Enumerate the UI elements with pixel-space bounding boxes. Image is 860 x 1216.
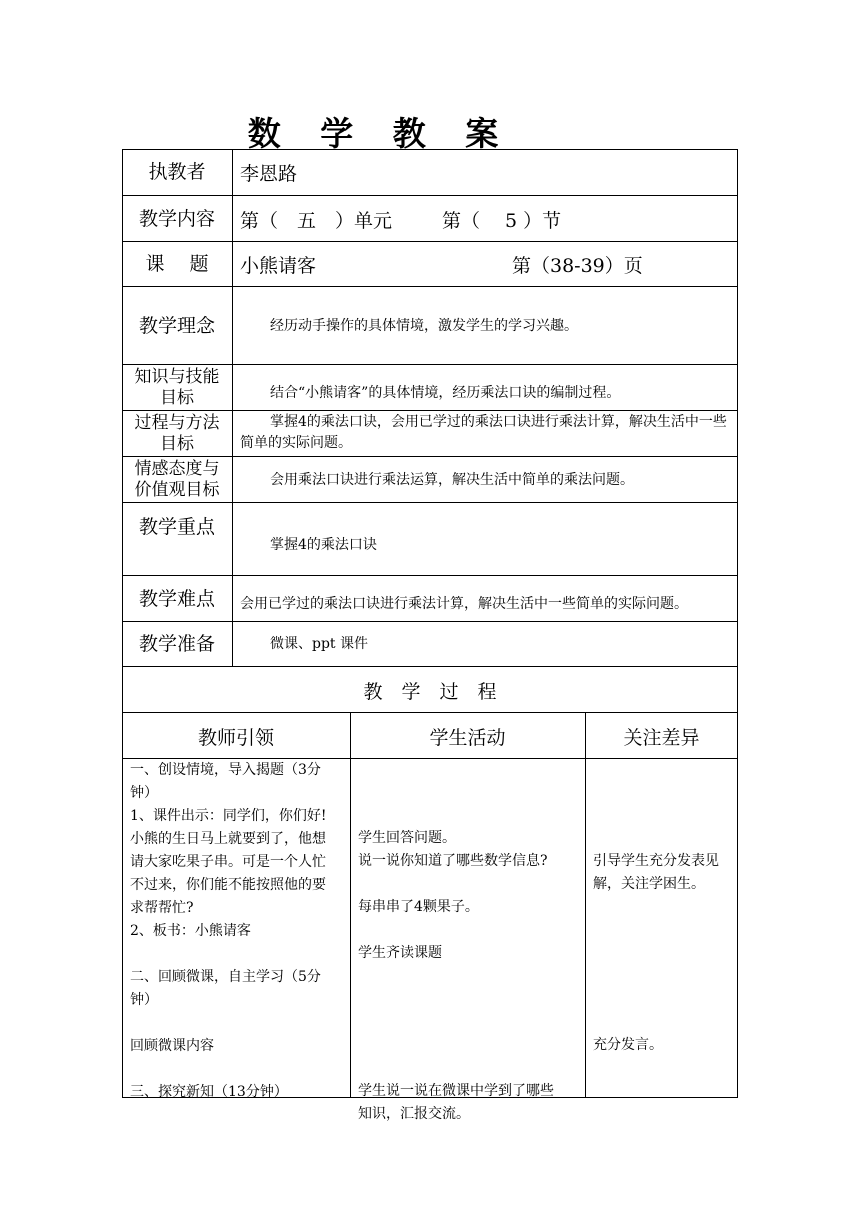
process-goal-label (122, 411, 232, 457)
emotion-goal-label-line1: 情感态度与 (134, 459, 220, 479)
difficulty-value: 会用已学过的乘法口诀进行乘法计算，解决生活中一些简单的实际问题。 (240, 595, 688, 612)
teacher-guidance-line: 求帮帮忙? (130, 900, 194, 916)
teacher-guidance-line: 钟） (130, 992, 158, 1008)
preparation-value: 微课、ppt 课件 (270, 636, 368, 652)
student-activity-line (358, 965, 584, 988)
process-goal-label-line1: 过程与方法 (134, 413, 220, 433)
page-title: 数 学 教 案 (247, 114, 513, 153)
teacher-guidance-column (130, 759, 348, 1104)
process-goal-value: 掌握4的乘法口诀，会用已学过的乘法口诀进行乘法计算，解决生活中一些简单的实际问题。 (240, 414, 727, 451)
column-header-difference: 关注差异 (623, 726, 700, 749)
teacher-guidance-line: 1、课件出示：同学们，你们好! (130, 808, 327, 824)
key-point-value: 掌握4的乘法口诀 (270, 536, 377, 553)
topic-label: 课 题 (145, 253, 209, 275)
teacher-guidance-line: 回顾微课内容 (130, 1038, 214, 1054)
preparation-label: 教学准备 (138, 633, 215, 655)
student-activity-line (358, 1057, 584, 1080)
difference-line (593, 942, 737, 965)
knowledge-value: 结合“小熊请客”的具体情境，经历乘法口诀的编制过程。 (270, 384, 621, 401)
difficulty-label: 教学难点 (138, 587, 215, 610)
emotion-goal-label (122, 457, 232, 503)
column-divider-2 (585, 713, 586, 1098)
student-activity-line (358, 1034, 584, 1057)
content-unit: 第（ 五 ）单元 (240, 209, 393, 232)
student-activity-line: 学生齐读课题 (358, 945, 442, 961)
student-activity-line: 学生说一说在微课中学到了哪些 (358, 1083, 554, 1099)
idea-label: 教学理念 (138, 314, 215, 337)
student-activity-line (358, 873, 584, 896)
topic-value: 小熊请客 (240, 255, 317, 277)
process-goal-label-line2: 目标 (160, 434, 194, 454)
content-label: 教学内容 (138, 207, 215, 230)
difference-line (593, 1011, 737, 1034)
knowledge-label-line1: 知识与技能 (134, 367, 220, 387)
teacher-label: 执教者 (148, 161, 206, 183)
teacher-guidance-line: 请大家吃果子串。可是一个人忙 (130, 854, 326, 870)
difference-line (593, 896, 737, 919)
topic-pages: 第（38-39）页 (512, 255, 643, 277)
content-section: 第（ 5 ）节 (442, 209, 562, 232)
knowledge-label-line2: 目标 (160, 388, 194, 408)
student-activity-line (358, 919, 584, 942)
difference-line (593, 919, 737, 942)
knowledge-label (122, 365, 232, 411)
teacher-value: 李恩路 (240, 163, 298, 185)
student-activity-line: 每串串了4颗果子。 (358, 899, 479, 915)
student-activity-line: 知识，汇报交流。 (358, 1106, 470, 1122)
difference-line: 充分发言。 (593, 1037, 663, 1053)
column-header-teacher: 教师引领 (197, 726, 274, 749)
student-activity-line (358, 1011, 584, 1034)
idea-value: 经历动手操作的具体情境，激发学生的学习兴趣。 (270, 317, 578, 334)
label-divider (232, 149, 233, 667)
student-activity-line (358, 988, 584, 1011)
emotion-goal-label-line2: 价值观目标 (134, 480, 220, 500)
teacher-guidance-line (130, 1058, 348, 1081)
teacher-guidance-line: 二、回顾微课，自主学习（5分 (130, 969, 321, 985)
difference-line (593, 965, 737, 988)
teacher-guidance-line: 2、板书：小熊请客 (130, 923, 251, 939)
emotion-goal-value: 会用乘法口诀进行乘法运算，解决生活中简单的乘法问题。 (270, 471, 634, 488)
difference-column (593, 850, 737, 1057)
teacher-guidance-line (130, 943, 348, 966)
teacher-guidance-line (130, 1012, 348, 1035)
teacher-guidance-line: 小熊的生日马上就要到了，他想 (130, 831, 326, 847)
column-divider-1 (350, 713, 351, 1098)
process-heading: 教 学 过 程 (363, 680, 497, 703)
difference-line (593, 988, 737, 1011)
teacher-guidance-line: 不过来，你们能不能按照他的要 (130, 877, 326, 893)
key-point-label: 教学重点 (138, 516, 215, 538)
student-activity-line: 学生回答问题。 (358, 830, 456, 846)
student-activity-line: 说一说你知道了哪些数学信息? (358, 853, 548, 869)
difference-line: 解，关注学困生。 (593, 876, 705, 892)
difference-line: 引导学生充分发表见 (593, 853, 719, 869)
column-header-student: 学生活动 (429, 726, 506, 749)
teacher-guidance-line: 三、探究新知（13分钟） (130, 1084, 288, 1100)
teacher-guidance-line: 一、创设情境，导入揭题（3分 (130, 762, 321, 778)
student-activity-column (358, 827, 584, 1126)
teacher-guidance-line: 钟） (130, 785, 158, 801)
